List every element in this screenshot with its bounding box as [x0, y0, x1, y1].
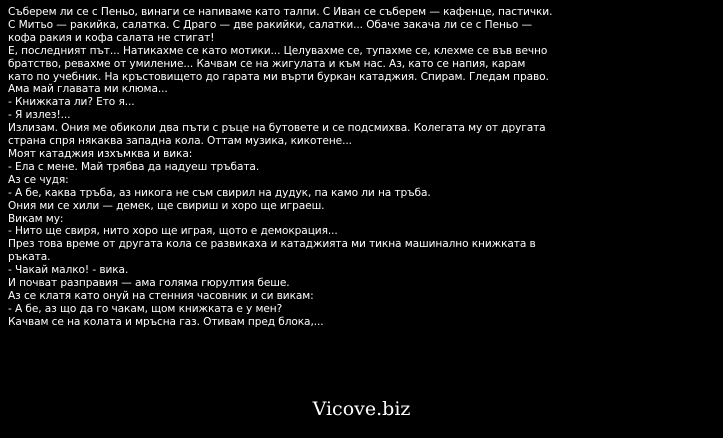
story-line: И почват разправия — ама голяма гюрултия беше. — [8, 277, 290, 290]
story-line: Е, последният път... Натикахме се като мотики... Целувахме се, тупахме се, клехме се във вечно — [8, 44, 548, 57]
story-line: Аз се клатя като онуй на стенния часовник и си викам: — [8, 289, 314, 302]
story-line: С Митьо — ракийка, салатка. С Драго — две ракийки, салатки... Обаче закача ли се с Пеньо — — [8, 18, 533, 31]
story-line: Аз се чудя: — [8, 173, 69, 186]
story-text — [8, 6, 716, 329]
story-line: - Я излез!... — [8, 109, 71, 122]
story-line: кофа ракия и кофа салата не стигат! — [8, 31, 215, 44]
site-watermark: Vicove.biz — [312, 398, 411, 420]
story-line: като по учебник. На кръстовището до гарата ми върти буркан катаджия. Спирам. Гледам право. — [8, 70, 549, 83]
story-line: - Ела с мене. Май трябва да надуеш тръбата. — [8, 160, 260, 173]
story-line: Ама май главата ми клюма... — [8, 83, 168, 96]
story-line: - Нито ще свиря, нито хоро ще играя, щото е демокрация... — [8, 225, 338, 238]
story-line: - Чакай малко! - вика. — [8, 264, 129, 277]
story-line: През това време от другата кола се развикаха и катаджията ми тикна машинално книжката в — [8, 238, 536, 251]
story-line: - А бе, аз що да го чакам, щом книжката е у мен? — [8, 302, 283, 315]
story-line: - Книжката ли? Ето я... — [8, 96, 135, 109]
story-line: Излизам. Ония ме обиколи два пъти с ръце на бутовете и се подсмихва. Колегата му от другата — [8, 122, 546, 135]
story-line: - А бе, каква тръба, аз никога не съм свирил на дудук, па камо ли на тръба. — [8, 186, 431, 199]
story-line: Викам му: — [8, 212, 64, 225]
story-line: страна спря някаква западна кола. Оттам музика, кикотене... — [8, 135, 352, 148]
story-line: Моят катаджия изхъмква и вика: — [8, 147, 193, 160]
story-line: Ония ми се хили — демек, ще свириш и хоро ще играеш. — [8, 199, 325, 212]
story-line: ръката. — [8, 251, 51, 264]
story-line: Съберем ли се с Пеньо, винаги се напиваме като талпи. С Иван се съберем — кафенце, пастички. — [8, 6, 553, 18]
story-line: Качвам се на колата и мръсна газ. Отивам пред блока,... — [8, 315, 324, 328]
story-line: братство, ревахме от умиление... Качвам се на жигулата и към нас. Аз, като се напия, карам — [8, 57, 526, 70]
